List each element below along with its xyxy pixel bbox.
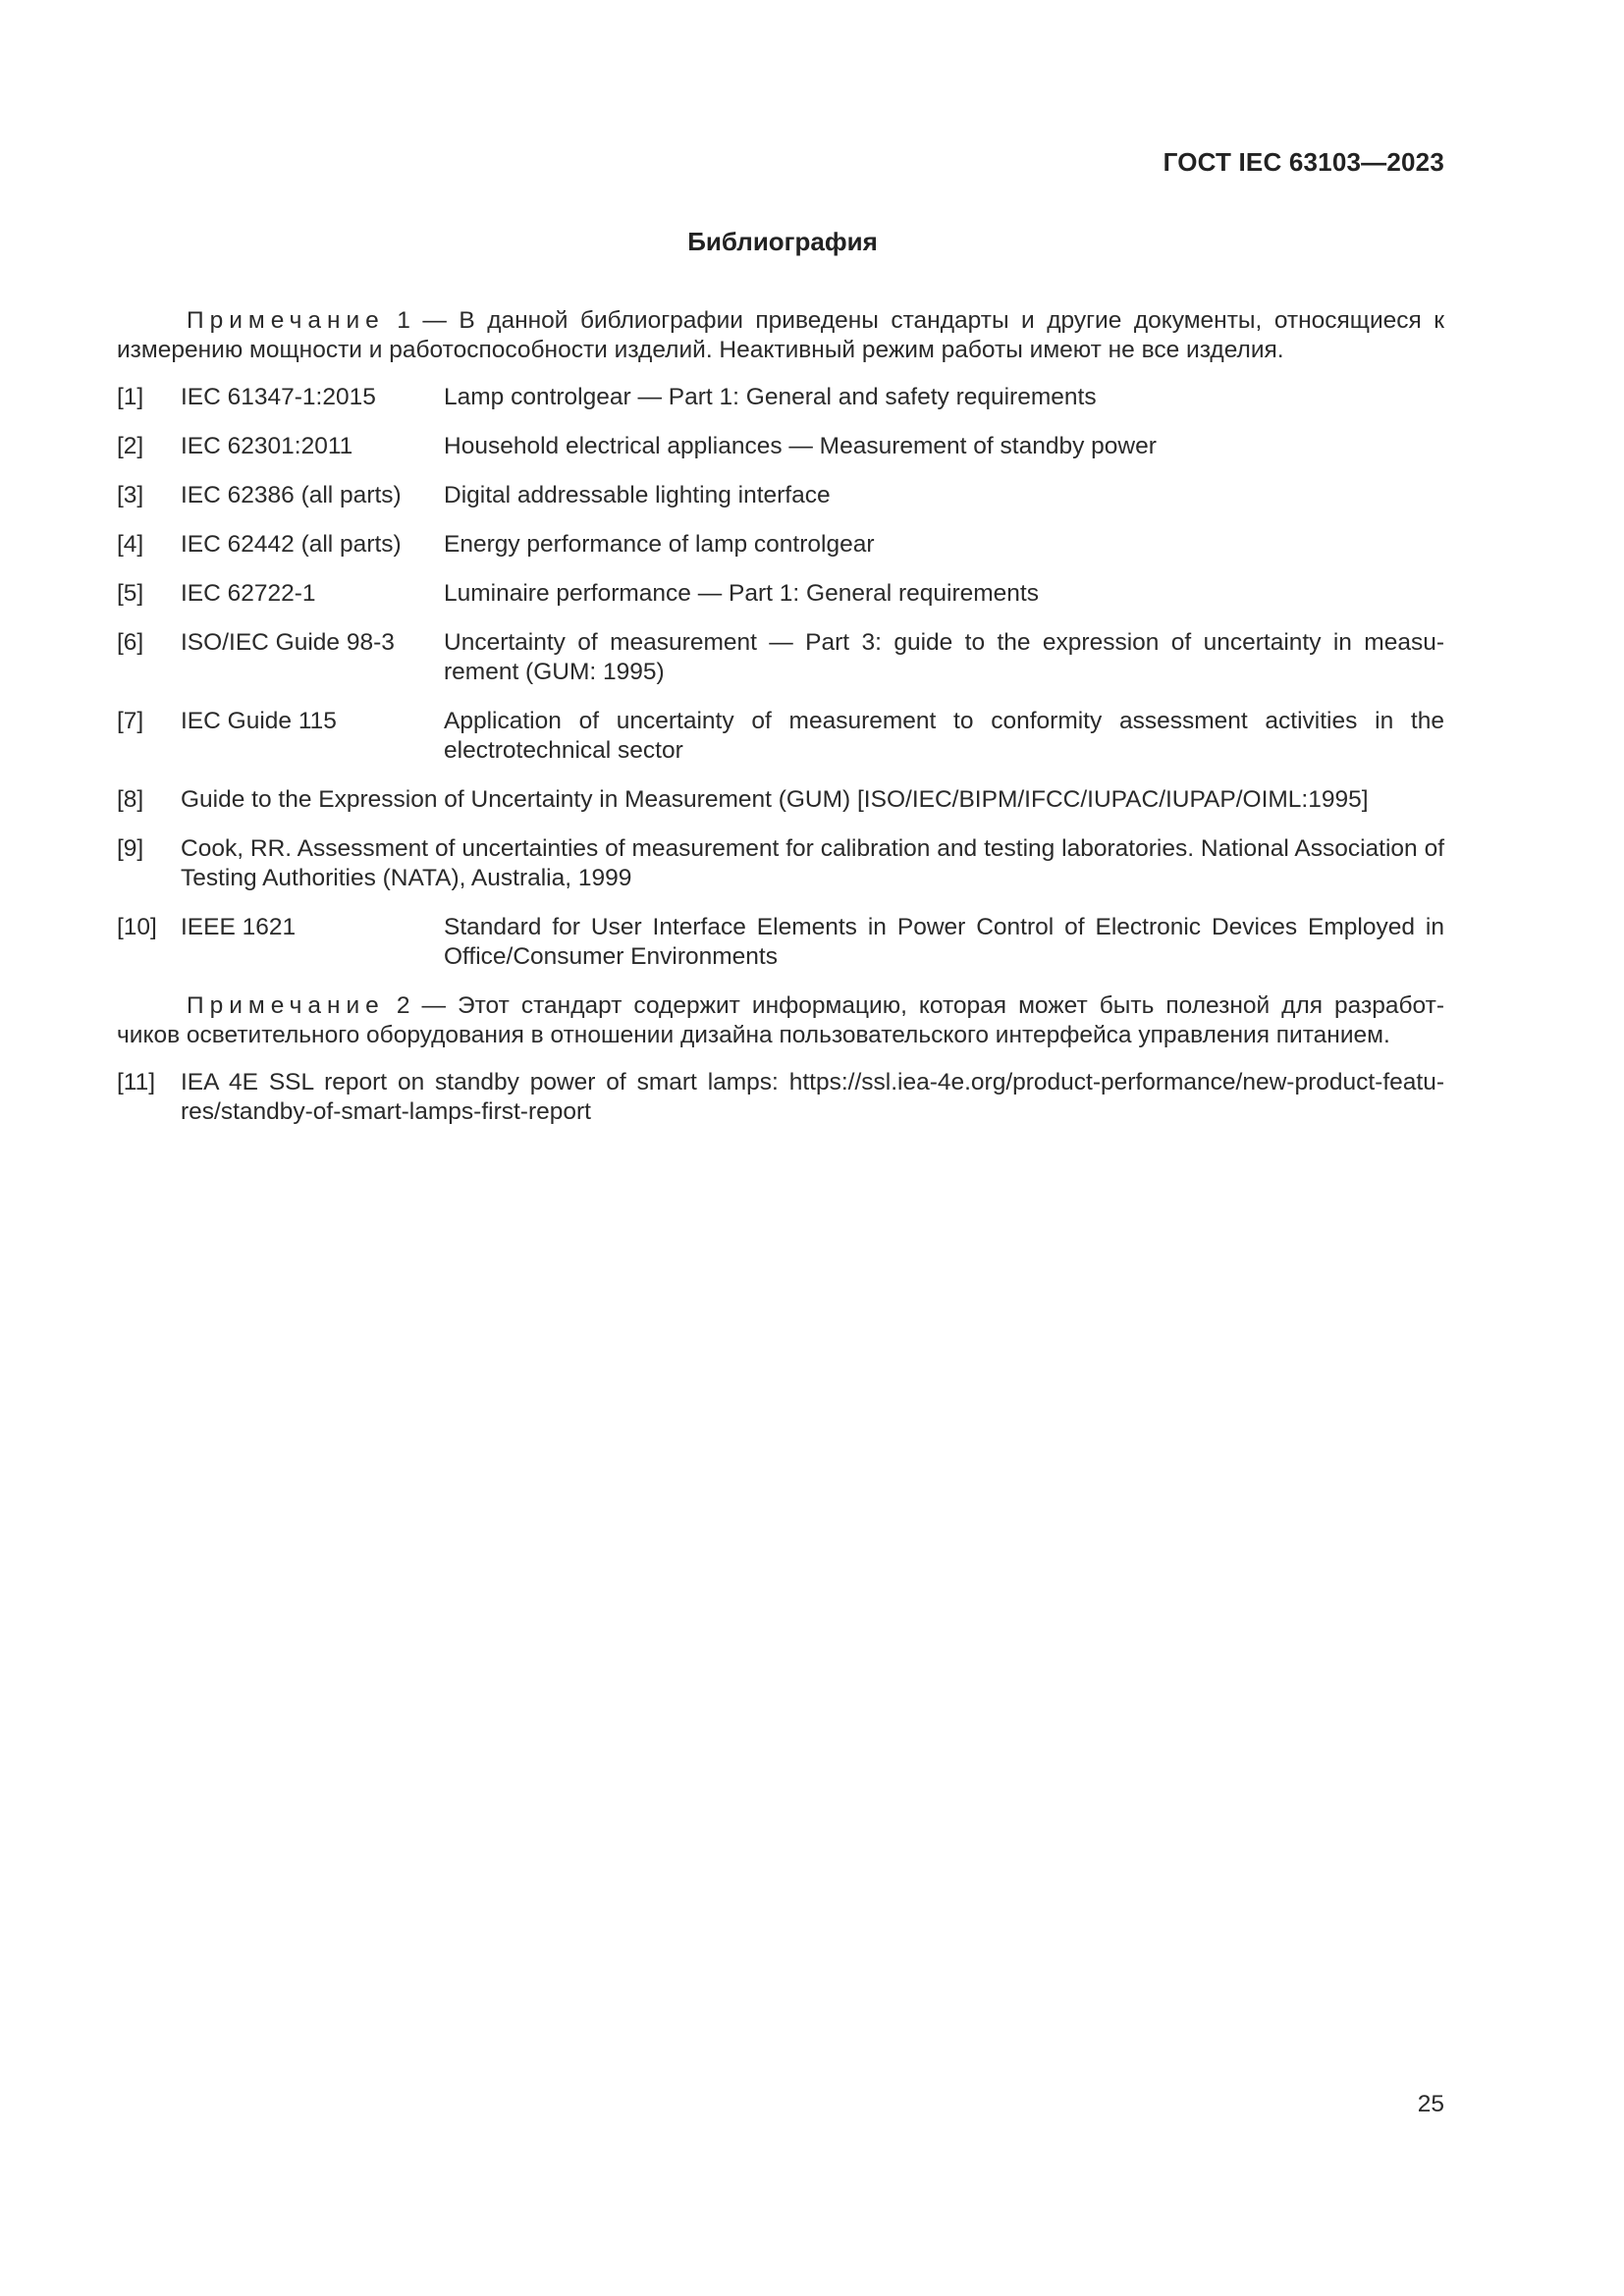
reference-number: [5] bbox=[117, 580, 144, 607]
reference-item bbox=[117, 383, 1444, 412]
reference-code: ISO/IEC Guide 98-3 bbox=[181, 629, 395, 656]
reference-number: [4] bbox=[117, 531, 144, 558]
reference-code: IEEE 1621 bbox=[181, 914, 297, 940]
note-1-label: Примечание bbox=[187, 307, 385, 334]
reference-item bbox=[117, 530, 1444, 560]
standard-code-header: ГОСТ IEC 63103—2023 bbox=[1163, 147, 1444, 177]
reference-item bbox=[117, 834, 1444, 893]
reference-number: [3] bbox=[117, 482, 144, 508]
reference-item bbox=[117, 432, 1444, 461]
note-1-text: 1 — В данной библиографии приведены стандарты и другие документы, относящиеся к измерению мощности и работоспособности изделий. Неактивный режим работы имеют не все изделия. bbox=[117, 307, 1444, 363]
reference-title: Standard for User Interface Elements in Power Control of Electronic Devices Employed in Office/Consumer Environments bbox=[444, 914, 1444, 970]
reference-item bbox=[117, 785, 1444, 815]
reference-number: [10] bbox=[117, 914, 157, 940]
reference-code: IEC 62722-1 bbox=[181, 580, 316, 607]
reference-number: [9] bbox=[117, 835, 144, 862]
reference-number: [6] bbox=[117, 629, 144, 656]
bibliography-content bbox=[117, 306, 1444, 1147]
reference-item bbox=[117, 481, 1444, 510]
reference-code: IEC 62442 (all parts) bbox=[181, 531, 402, 558]
note-1 bbox=[117, 306, 1444, 365]
page-number: 25 bbox=[1417, 2091, 1444, 2117]
reference-list bbox=[117, 383, 1444, 972]
page-title: Библиография bbox=[687, 227, 878, 256]
reference-number: [2] bbox=[117, 433, 144, 459]
reference-title: Application of uncertainty of measurement to conformity assessment activities in the electrotechnical sector bbox=[444, 708, 1444, 764]
note-2 bbox=[117, 991, 1444, 1050]
reference-text: Cook, RR. Assessment of uncertainties of measurement for calibration and testing laboratories. National Association of Testing Authorities (NATA), Australia, 1999 bbox=[181, 835, 1444, 891]
reference-item bbox=[117, 913, 1444, 972]
note-2-label: Примечание bbox=[187, 992, 385, 1019]
reference-item bbox=[117, 579, 1444, 609]
reference-number: [11] bbox=[117, 1069, 156, 1095]
reference-text: Guide to the Expression of Uncertainty in Measurement (GUM) [ISO/IEC/BIPM/IFCC/IUPAC/IUPAP/OIML:1995] bbox=[181, 786, 1369, 813]
reference-number: [8] bbox=[117, 786, 144, 813]
reference-code: IEC 61347-1:2015 bbox=[181, 384, 376, 410]
note-2-text: 2 — Этот стандарт содержит информацию, которая может быть полезной для разработ-чиков осветительного оборудования в отношении дизайна пользовательского интерфейса управления питанием. bbox=[117, 992, 1444, 1048]
reference-title: Energy performance of lamp controlgear bbox=[444, 531, 875, 558]
reference-item bbox=[117, 628, 1444, 687]
reference-item bbox=[117, 707, 1444, 766]
reference-code: IEC 62301:2011 bbox=[181, 433, 353, 459]
reference-title: Digital addressable lighting interface bbox=[444, 482, 831, 508]
reference-title: Luminaire performance — Part 1: General requirements bbox=[444, 580, 1039, 607]
reference-title: Household electrical appliances — Measurement of standby power bbox=[444, 433, 1157, 459]
reference-title: Lamp controlgear — Part 1: General and safety requirements bbox=[444, 384, 1097, 410]
reference-code: IEC Guide 115 bbox=[181, 708, 337, 734]
reference-text: IEA 4E SSL report on standby power of smart lamps: https://ssl.iea-4e.org/product-performance/new-product-featu-res/standby-of-smart-lamps-first-report bbox=[181, 1069, 1444, 1125]
reference-number: [7] bbox=[117, 708, 144, 734]
reference-item bbox=[117, 1068, 1444, 1127]
reference-code: IEC 62386 (all parts) bbox=[181, 482, 402, 508]
reference-number: [1] bbox=[117, 384, 144, 410]
reference-title: Uncertainty of measurement — Part 3: guide to the expression of uncertainty in measu-rement (GUM: 1995) bbox=[444, 629, 1444, 685]
